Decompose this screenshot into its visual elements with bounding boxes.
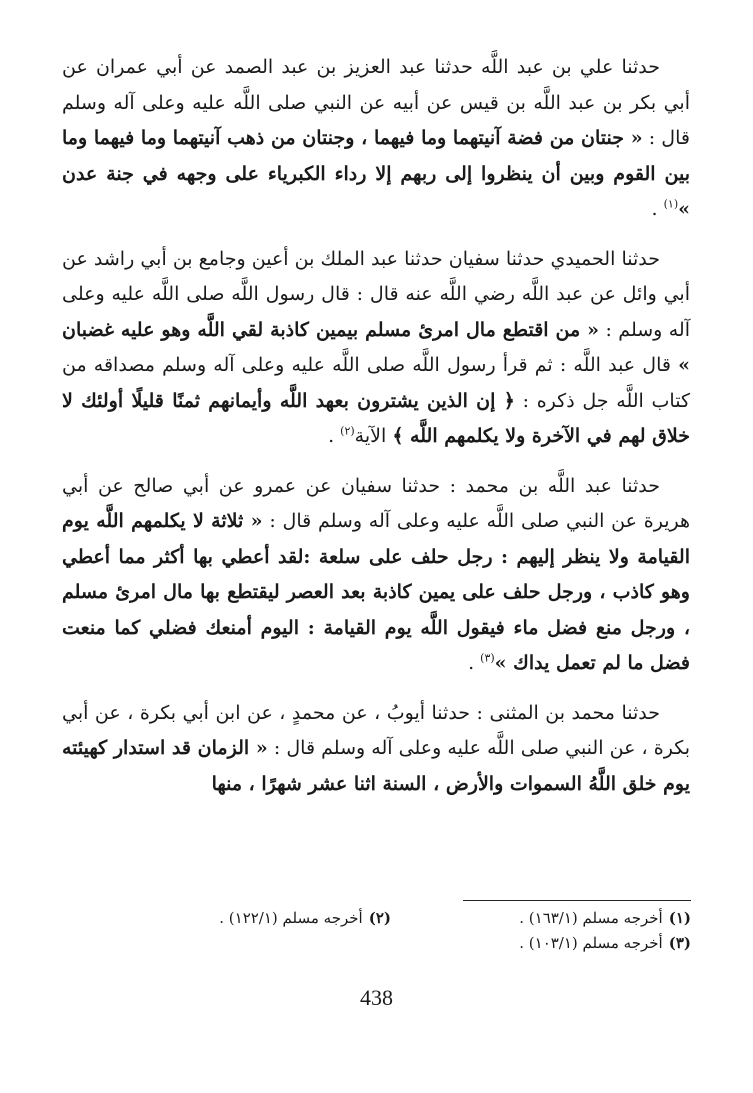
paragraph-1-end: .: [651, 198, 664, 220]
paragraph-3-end: .: [468, 652, 481, 674]
paragraph-2-intro: حدثنا الحميدي حدثنا سفيان حدثنا عبد الملك بن أعين وجامع بن أبي راشد عن أبي وائل عن عبد اللَّه رضي اللَّه عنه قال : قال رسول اللَّه صلى اللَّه عليه وعلى آله وسلم :: [62, 247, 690, 341]
footnote-row-2: [63, 931, 691, 956]
paragraph-2-mid: قال عبد اللَّه : ثم قرأ رسول اللَّه صلى اللَّه عليه وعلى آله وسلم مصداقه من كتاب اللَّه جل ذكره :: [62, 354, 690, 412]
paragraph-2-end: .: [328, 425, 341, 447]
paragraph-2-tail: الآية: [354, 425, 393, 447]
footnote-row-1: [63, 906, 691, 931]
footnote-2-number: (٢): [368, 909, 391, 927]
paragraph-1-intro: حدثنا علي بن عبد اللَّه حدثنا عبد العزيز بن عبد الصمد عن أبي عمران عن أبي بكر بن عبد اللَّه بن قيس عن أبيه عن النبي صلى اللَّه عليه وعلى آله وسلم قال :: [62, 56, 690, 149]
footnote-3-text: أخرجه مسلم (١٠٣/١) .: [519, 934, 663, 952]
paragraph-2: [62, 242, 690, 455]
footnote-2: [91, 906, 391, 931]
paragraph-3-intro: حدثنا عبد اللَّه بن محمد : حدثنا سفيان عن عمرو عن أبي صالح عن أبي هريرة عن النبي صلى اللَّه عليه وعلى آله وسلم قال :: [62, 474, 691, 532]
paragraph-1: [62, 50, 690, 228]
footnote-ref-1[interactable]: (١): [663, 197, 679, 211]
paragraph-2-hadith: « من اقتطع مال امرئ مسلم بيمين كاذبة لقي اللَّه وهو عليه غضبان »: [62, 318, 690, 376]
page-number: 438: [360, 985, 393, 1010]
paragraph-2-quran-verse: ﴿ إن الذين يشترون بعهد اللَّه وأيمانهم ثمنًا قليلًا أولئك لا خلاق لهم في الآخرة ولا يكلمهم اللَّه ﴾: [62, 389, 690, 447]
footnotes: [63, 906, 691, 956]
paragraph-3: [62, 469, 690, 682]
footnote-1-number: (١): [668, 909, 691, 927]
paragraph-1-hadith: « جنتان من فضة آنيتهما وما فيهما ، وجنتان من ذهب آنيتهما وما فيهما وما بين القوم وبين أن ينظروا إلى ربهم إلا رداء الكبرياء على وجهه في جنة عدن »: [62, 127, 690, 220]
paragraph-3-hadith: « ثلاثة لا يكلمهم اللَّه يوم القيامة ولا ينظر إليهم : رجل حلف على سلعة :لقد أعطي بها أكثر مما أعطي وهو كاذب ، ورجل حلف على يمين كاذبة بعد العصر ليقتطع بها مال امرئ مسلم ، ورجل منع فضل ماء فيقول اللَّه يوم القيامة : اليوم أمنعك فضلي كما منعت فضل ما لم تعمل يداك »: [62, 510, 690, 674]
paragraph-4-hadith: « الزمان قد استدار كهيئته يوم خلق اللَّهُ السموات والأرض ، السنة اثنا عشر شهرًا ، منها: [62, 737, 690, 795]
footnote-ref-2[interactable]: (٢): [340, 424, 355, 438]
footnote-divider: [463, 900, 691, 901]
footnote-3-number: (٣): [668, 934, 691, 952]
footnote-1: [391, 906, 691, 931]
paragraph-4-intro: حدثنا محمد بن المثنى : حدثنا أيوبُ ، عن محمدٍ ، عن ابن أبي بكرة ، عن أبي بكرة ، عن النبي صلى اللَّه عليه وعلى آله وسلم قال :: [62, 701, 690, 759]
footnote-3: [391, 931, 691, 956]
footnote-ref-3[interactable]: (٣): [480, 651, 495, 665]
paragraph-4: [62, 696, 690, 803]
page-body: [62, 50, 690, 816]
footnote-1-text: أخرجه مسلم (١٦٣/١) .: [519, 909, 663, 927]
footnote-2-text: أخرجه مسلم (١٢٢/١) .: [219, 909, 363, 927]
